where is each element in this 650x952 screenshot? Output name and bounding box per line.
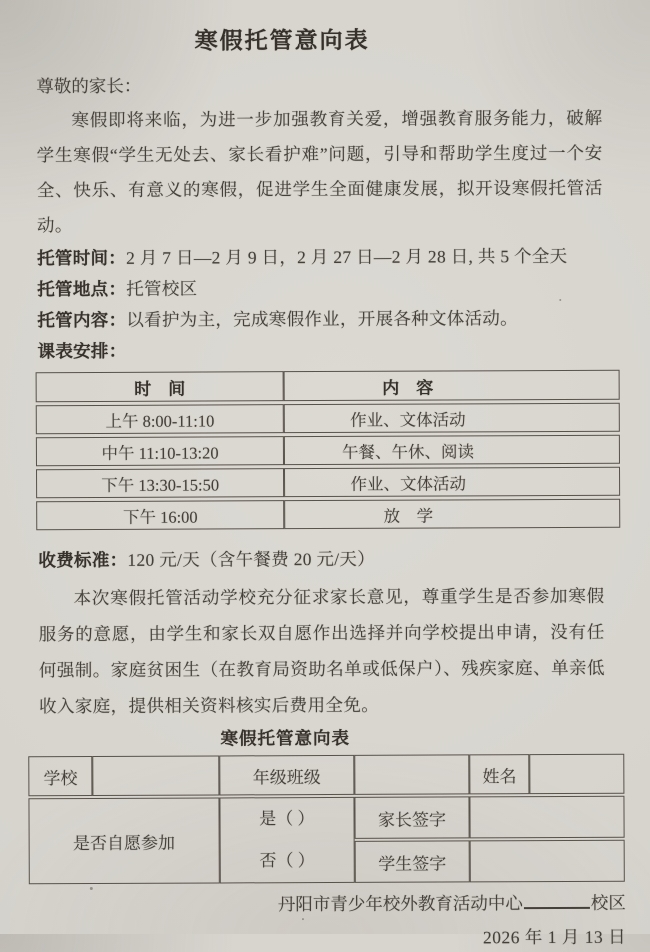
intro-paragraph: 寒假即将来临，为进一步加强教育关爱，增强教育服务能力，破解学生寒假“学生无处去、家长看护难”问题，引导和帮助学生度过一个安全、快乐、有意义的寒假，促进学生全面健康发展，拟开设寒假托管活动。 [36, 107, 603, 236]
schedule-col-time-header: 时 间 [36, 371, 284, 402]
parent-sign-input-cell [469, 796, 624, 839]
schedule-table [36, 367, 621, 534]
info-line-content [37, 303, 603, 336]
yes-no-options-cell [219, 797, 355, 884]
schedule-time-cell: 下午 16:00 [36, 500, 284, 530]
org-suffix: 校区 [590, 892, 626, 913]
intent-header-row [28, 754, 624, 797]
participate-label-cell: 是否自愿参加 [28, 797, 219, 884]
student-sign-input-cell [470, 840, 625, 883]
fee-value: 120 元/天（含午餐费 20 元/天） [127, 548, 376, 570]
yes-option: 是（ ） [259, 809, 315, 829]
time-value: 2 月 7 日—2 月 9 日，2 月 27 日—2 月 28 日, 共 5 个全天 [126, 245, 568, 268]
schedule-row [36, 403, 620, 435]
student-sign-label-cell: 学生签字 [355, 840, 470, 883]
place-value: 托管校区 [126, 278, 198, 299]
schedule-row [36, 499, 620, 531]
scan-speck [90, 887, 93, 890]
grade-class-label-cell: 年级班级 [219, 755, 354, 796]
schedule-time-cell: 下午 13:30-15:50 [36, 468, 284, 498]
fee-line [38, 543, 604, 576]
document-title: 寒假托管意向表 [194, 27, 370, 54]
schedule-content-cell: 午餐、午休、阅读 [284, 435, 620, 465]
info-line-place [37, 272, 603, 305]
schedule-row [36, 435, 620, 467]
policy-paragraph: 本次寒假托管活动学校充分征求家长意见，尊重学生是否参加寒假服务的意愿，由学生和家长双自愿作出选择并向学校提出申请，没有任何强制。家庭贫困生（在教育局资助名单或低保户）、残疾家庭、单亲低收入家庭，提供相关资料核实后费用全免。 [38, 585, 605, 717]
schedule-content-cell: 作业、文体活动 [284, 403, 620, 433]
schedule-col-content-header: 内 容 [284, 370, 620, 401]
school-input-cell [93, 755, 220, 796]
timetable-label: 课表安排： [37, 340, 127, 362]
schedule-time-cell: 中午 11:10-13:20 [36, 436, 284, 466]
scan-speck [559, 299, 561, 301]
org-prefix: 丹阳市青少年校外教育活动中心 [277, 893, 523, 915]
schedule-content-cell: 作业、文体活动 [284, 467, 620, 497]
school-label-cell: 学校 [28, 756, 93, 796]
schedule-header-row [36, 370, 620, 403]
scan-speck [453, 119, 455, 122]
info-line-time [37, 241, 603, 274]
content-label: 托管内容： [37, 309, 127, 331]
intent-form-title: 寒假托管意向表 [220, 727, 350, 749]
org-line [2, 890, 626, 919]
name-input-cell [529, 754, 624, 794]
campus-blank-line [524, 891, 590, 909]
intent-row-parent [28, 796, 624, 841]
place-label: 托管地点： [37, 278, 127, 300]
scan-speck [302, 918, 304, 920]
schedule-content-cell: 放 学 [284, 499, 620, 529]
schedule-row [36, 467, 620, 499]
fee-label: 收费标准： [38, 549, 128, 571]
parent-sign-label-cell: 家长签字 [354, 796, 469, 839]
no-option: 否（ ） [259, 851, 315, 871]
intent-form-table [28, 752, 625, 887]
time-label: 托管时间： [37, 247, 127, 269]
salutation: 尊敬的家长： [36, 75, 142, 97]
date-line: 2026 年 1 月 13 日 [482, 926, 627, 948]
name-label-cell: 姓名 [469, 754, 529, 794]
grade-class-input-cell [354, 754, 469, 795]
schedule-time-cell: 上午 8:00-11:10 [36, 404, 284, 434]
content-value: 以看护为主，完成寒假作业，开展各种文体活动。 [126, 308, 519, 330]
